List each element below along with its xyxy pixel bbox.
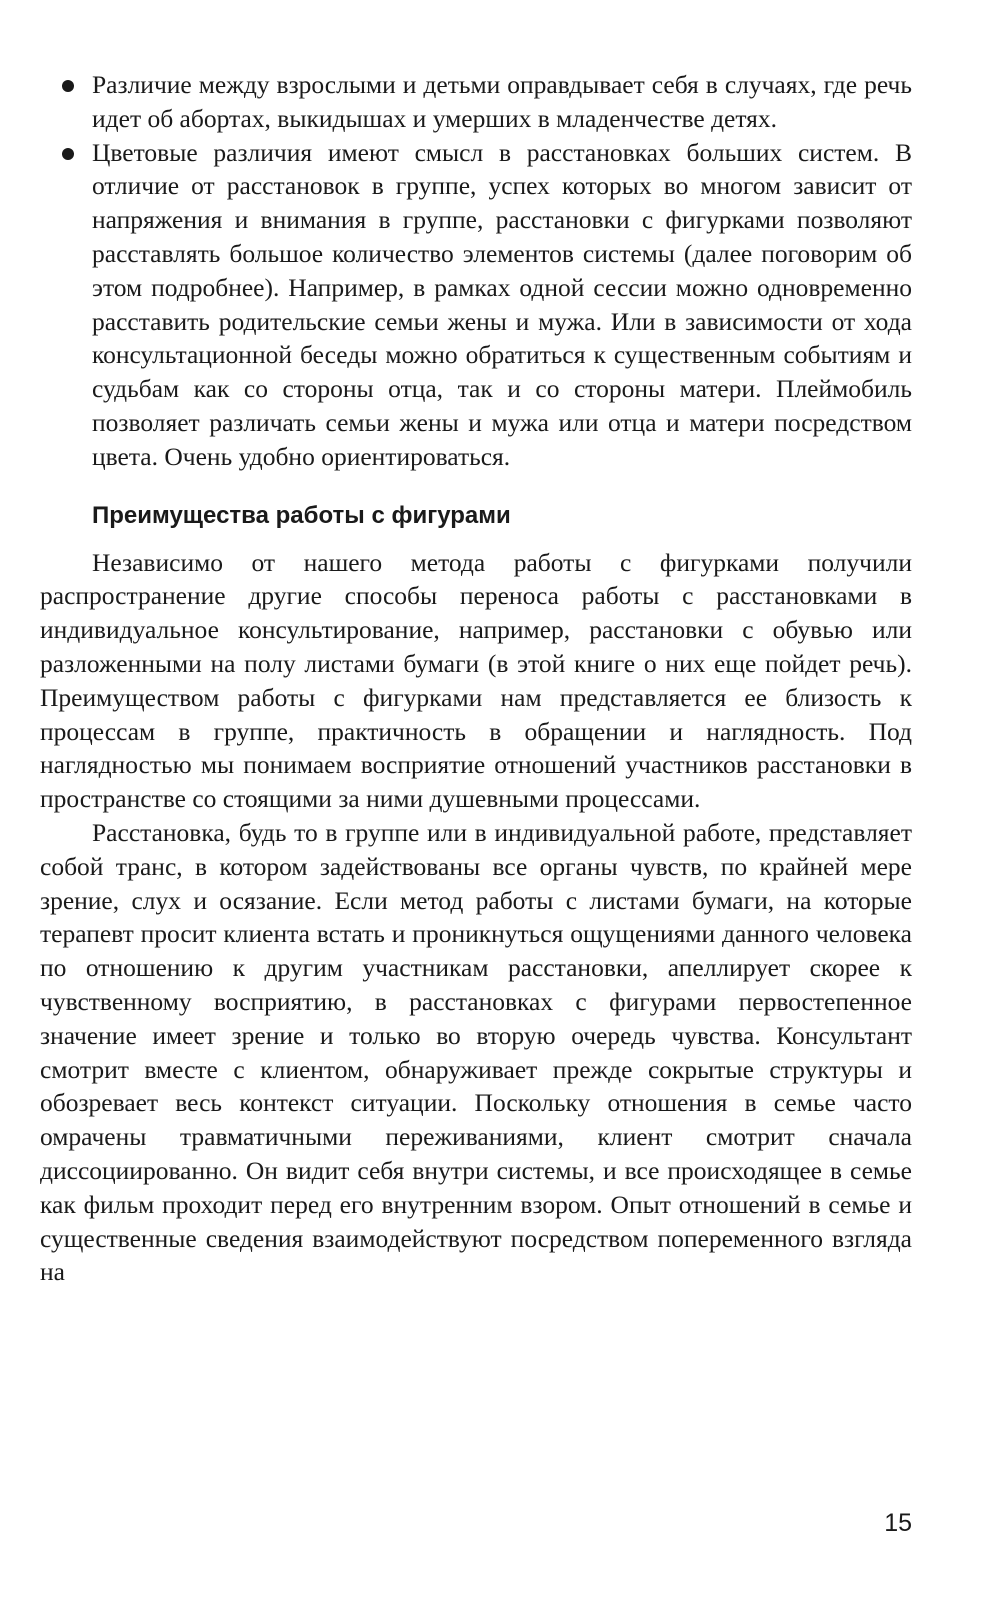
bullet-text: Цветовые различия имеют смысл в расстановках больших систем. В отличие от расстановок в группе, успех которых во многом зависит от напряжения и внимания в группе, расстановки с фигурками позволяют расставлять большое количество элементов системы (далее поговорим об этом подробнее). Например, в рамках одной сессии можно одновременно расставить родительские семьи жены и мужа. Или в зависимости от хода консультационной беседы можно обратиться к существенным событиям и судьбам как со стороны отца, так и со стороны матери. Плеймобиль позволяет различать семьи жены и мужа или отца и матери посредством цвета. Очень удобно ориентироваться. bbox=[92, 137, 912, 471]
bullet-item bbox=[40, 68, 912, 136]
bullet-dot-icon bbox=[62, 80, 74, 92]
document-page bbox=[40, 68, 912, 1289]
body-paragraph: Расстановка, будь то в группе или в индивидуальной работе, представляет собой транс, в котором задействованы все органы чувств, по крайней мере зрение, слух и осязание. Если метод работы с листами бумаги, на которые терапевт просит клиента встать и проникнуться ощущениями данного человека по отношению к другим участникам расстановки, апеллирует скорее к чувственному восприятию, в расстановках с фигурами первостепенное значение имеет зрение и только во вторую очередь чувства. Консультант смотрит вместе с клиентом, обнаруживает прежде сокрытые структуры и обозревает весь контекст ситуации. Поскольку отношения в семье часто омрачены травматичными переживаниями, клиент смотрит сначала диссоциированно. Он видит себя внутри системы, и все происходящее в семье как фильм проходит перед его внутренним взором. Опыт отношений в семье и существенные сведения взаимодействуют посредством попеременного взгляда на bbox=[40, 817, 912, 1287]
section-heading: Преимущества работы с фигурами bbox=[92, 501, 511, 529]
bullet-list bbox=[40, 68, 912, 474]
bullet-text: Различие между взрослыми и детьми оправдывает себя в случаях, где речь идет об абортах, выкидышах и умерших в младенчестве детях. bbox=[92, 70, 912, 133]
bullet-dot-icon bbox=[62, 148, 74, 160]
body-paragraph: Независимо от нашего метода работы с фигурками получили распространение другие способы переноса работы с расстановками в индивидуальное консультирование, например, расстановки с обувью или разложенными на полу листами бумаги (в этой книге о них еще пойдет речь). Преимуществом работы с фигурками нам представляется ее близость к процессам в группе, практичность в обращении и наглядность. Под наглядностью мы понимаем восприятие отношений участников расстановки в пространстве со стоящими за ними душевными процессами. bbox=[40, 547, 912, 814]
page-number: 15 bbox=[884, 1509, 912, 1537]
bullet-item bbox=[40, 136, 912, 474]
